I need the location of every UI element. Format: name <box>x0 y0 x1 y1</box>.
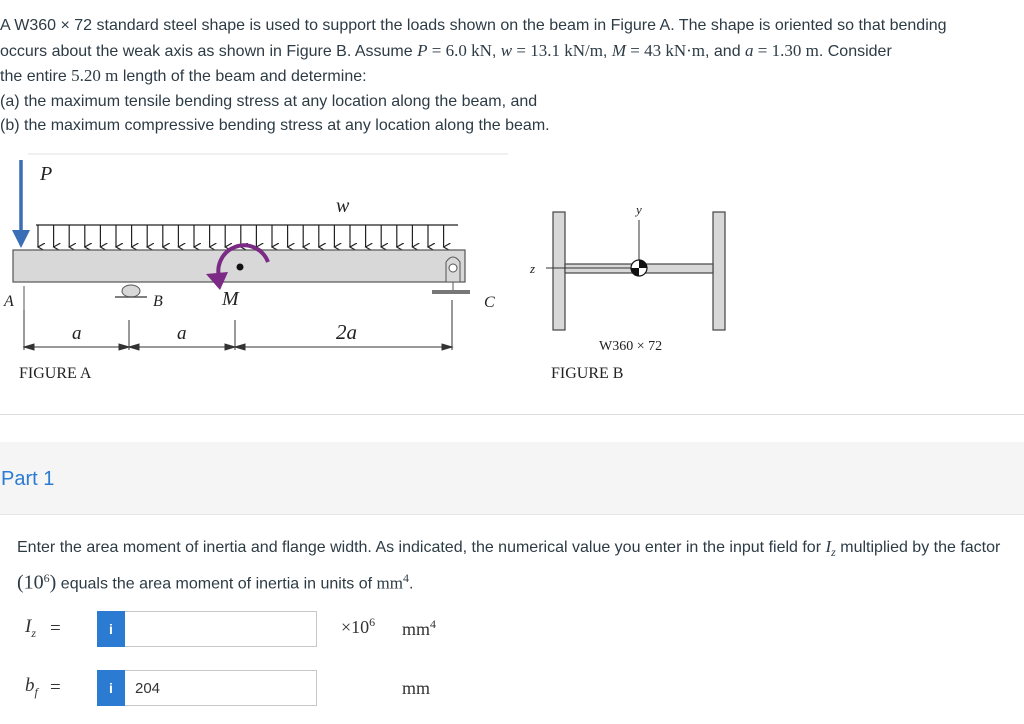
var-w: w <box>500 40 513 60</box>
var-M: M <box>611 40 626 60</box>
question-b: (b) the maximum compressive bending stress at any location along the beam. <box>0 117 550 134</box>
label-A: A <box>4 293 14 310</box>
P-value: 6.0 kN <box>445 40 492 60</box>
axis-z-label: z <box>530 261 536 276</box>
iz-label: $I_z$ <box>25 616 36 640</box>
label-B: B <box>153 293 163 310</box>
bf-label: $b_f$ <box>25 675 38 699</box>
load-P-arrow <box>12 160 30 248</box>
section-divider <box>0 414 1024 415</box>
centroid-icon <box>631 260 647 276</box>
w-value: 13.1 kN/m <box>530 40 603 60</box>
bf-input[interactable] <box>125 670 317 706</box>
support-B <box>115 285 147 297</box>
part-instructions: Enter the area moment of inertia and flange width. As indicated, the numerical value you enter in the input field for $I_z$ multiplied by the factor $(10^6)$ equals the area moment of inertia in units of $mm^4$. <box>17 537 1001 594</box>
problem-line-2: occurs about the weak axis as shown in Figure B. Assume P = 6.0 kN, w = 13.1 kN/m, M = 43 kN·m, and a = 1.30 m. Consider <box>0 40 892 60</box>
iz-equals: = <box>50 618 61 639</box>
iz-input[interactable] <box>125 611 317 647</box>
label-w: w <box>336 195 350 217</box>
axis-y-label: y <box>636 202 642 217</box>
shape-label: W360 × 72 <box>599 339 663 354</box>
label-M: M <box>222 288 239 310</box>
a-value: 1.30 m <box>771 40 819 60</box>
problem-statement <box>0 14 1022 139</box>
beam-figure <box>0 150 1024 400</box>
bf-info-icon[interactable]: i <box>97 670 125 706</box>
problem-line-1: A W360 × 72 standard steel shape is used to support the loads shown on the beam in Figure A. The shape is oriented so that bending <box>0 17 947 34</box>
dim-a-2: a <box>177 323 187 344</box>
iz-info-icon[interactable]: i <box>97 611 125 647</box>
label-C: C <box>484 294 495 311</box>
bf-equals: = <box>50 677 61 698</box>
figure-b-caption: FIGURE B <box>551 365 624 382</box>
var-a: a <box>745 40 754 60</box>
dim-a-1: a <box>72 323 82 344</box>
iz-multiplier: $\times 10^6$ <box>341 615 376 637</box>
dim-2a: 2a <box>336 320 357 344</box>
M-value: 43 kN·m <box>644 40 705 60</box>
iz-unit: $mm^4$ <box>402 617 437 639</box>
bf-unit: mm <box>402 678 431 698</box>
var-P: P <box>417 40 428 60</box>
problem-line-3: the entire 5.20 m length of the beam and determine: <box>0 66 367 85</box>
figure-a-caption: FIGURE A <box>19 365 92 382</box>
label-P: P <box>40 163 53 185</box>
length-value: 5.20 m <box>71 66 119 85</box>
part-header <box>0 442 1024 515</box>
part-title: Part 1 <box>1 468 55 490</box>
question-a: (a) the maximum tensile bending stress at any location along the beam, and <box>0 92 538 110</box>
